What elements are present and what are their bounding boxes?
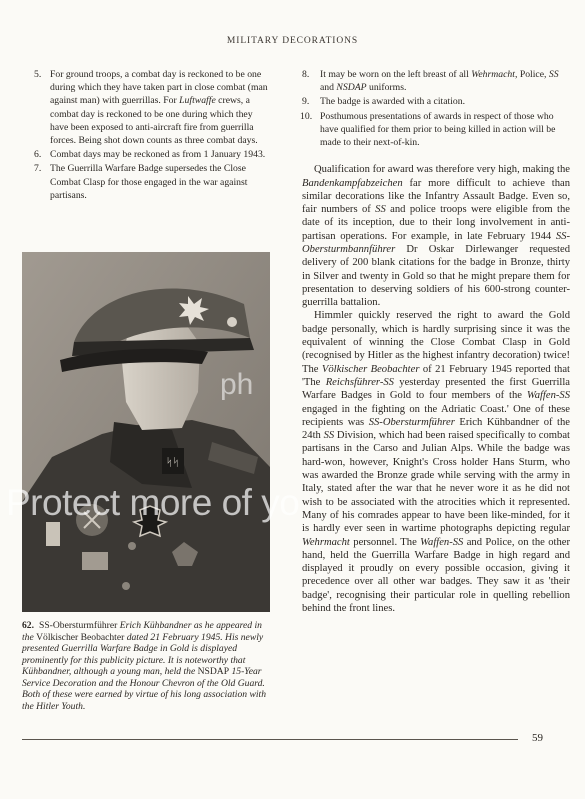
list-item	[302, 95, 570, 108]
list-item-number: 6.	[34, 149, 42, 161]
list-item-text: The Guerrilla Warfare Badge supersedes the Close Combat Clasp for those engaged in the war against partisans.	[50, 163, 248, 201]
list-item-number: 10.	[300, 110, 313, 122]
right-column	[302, 68, 570, 615]
watermark-text: Protect more of yo	[6, 482, 300, 523]
list-item	[22, 68, 270, 147]
page-number: 59	[532, 732, 543, 744]
left-regulation-list	[22, 68, 270, 202]
list-item-text: Combat days may be reckoned as from 1 January 1943.	[50, 149, 266, 161]
svg-text:ᛋᛋ: ᛋᛋ	[166, 456, 180, 469]
footer-rule	[22, 739, 518, 740]
list-item-text: The badge is awarded with a citation.	[320, 96, 465, 108]
body-text	[302, 163, 570, 615]
list-item-number: 8.	[302, 69, 310, 80]
running-head: MILITARY DECORATIONS	[226, 36, 359, 46]
portrait-photo-image	[22, 252, 270, 612]
body-paragraph: Himmler quickly reserved the right to award the Gold badge personally, which is hardly surprising since it was the equivalent of winning the Close Combat Clasp in Gold (recognised by Hitler as the highest infantry decoration) twice! The Völkischer Beobachter of 21 February 1945 reported that 'The Reichsführer-SS yesterday presented the first Guerrilla Warfare Badges in Gold to four members of the Waffen-SS engaged in the fighting on the Adriatic Coast.' One of these recipients was SS-Obersturmführer Erich Kühbandner of the 24th SS Division, which had been raised specifically to combat partisans in the Carso and Julian Alps. While the badge was hard-won, however, Knight's Cross holder Hans Sturm, who was awarded the Bronze grade while serving with the army in Italy, stated after the war that he never wore it as he did not wish to be associated with the atrocities which it represented. Many of his comrades appear to have been like-minded, for it is hardly ever seen in wartime photographs depicting regular Wehrmacht personnel. The Waffen-SS and Police, on the other hand, held the Guerrilla Warfare Badge in high regard and displayed it proudly on every possible occasion, giving it precedence over all other war badges. They saw it as 'their badge', recognising their particular role in quelling rebellion behind the front lines.	[302, 310, 571, 615]
list-item-number: 9.	[302, 96, 310, 108]
watermark-small: ph	[220, 368, 254, 401]
left-column	[22, 68, 270, 203]
list-item-text: It may be worn on the left breast of all Wehrmacht, Police, SS and NSDAP uniforms.	[320, 69, 559, 94]
caption-number: 62.	[22, 620, 34, 631]
list-item	[302, 110, 570, 150]
body-paragraph: Qualification for award was therefore very high, making the Bandenkampfabzeichen far more difficult to achieve than similar decorations like the Infantry Assault Badge. Even so, fair numbers of SS and police troops were eligible from the date of its inception, due to their long involvement in anti-partisan operations. For example, in late February 1944 SS-Obersturmbannführer Dr Oskar Dirlewanger requested delivery of 200 blank citations for the badge in Bronze, thirty in Silver and twenty in Gold so that he might prepare them for presentation to deserving soldiers of his 600-strong counter-guerrilla battalion.	[302, 164, 570, 309]
list-item-number: 5.	[34, 69, 42, 80]
right-regulation-list	[302, 68, 570, 149]
photo-caption: 62. SS-Obersturmführer Erich Kühbandner as he appeared in the Völkischer Beobachter dated 21 February 1945. His newly presented Guerrilla Warfare Badge in Gold is displayed prominently for this publicity picture. It is noteworthy that Kühbandner, although a young man, held the NSDAP 15-Year Service Decoration and the Honour Chevron of the Old Guard. Both of these were earned by virtue of his long association with the Hitler Youth.	[22, 620, 266, 712]
list-item-text: For ground troops, a combat day is reckoned to be one during which they have taken part in close combat (man against man) with guerrillas. For Luftwaffe crews, a combat day is reckoned to be one during which they have been exposed to anti-aircraft fire from guerrilla forces. Being shot down counts as three combat days.	[50, 69, 268, 147]
list-item	[22, 148, 270, 161]
list-item	[302, 68, 570, 94]
portrait-photo	[22, 252, 270, 612]
list-item	[22, 162, 270, 202]
list-item-number: 7.	[34, 163, 42, 175]
list-item-text: Posthumous presentations of awards in respect of those who have qualified for them prior to being killed in action will be made to their next-of-kin.	[320, 110, 556, 149]
